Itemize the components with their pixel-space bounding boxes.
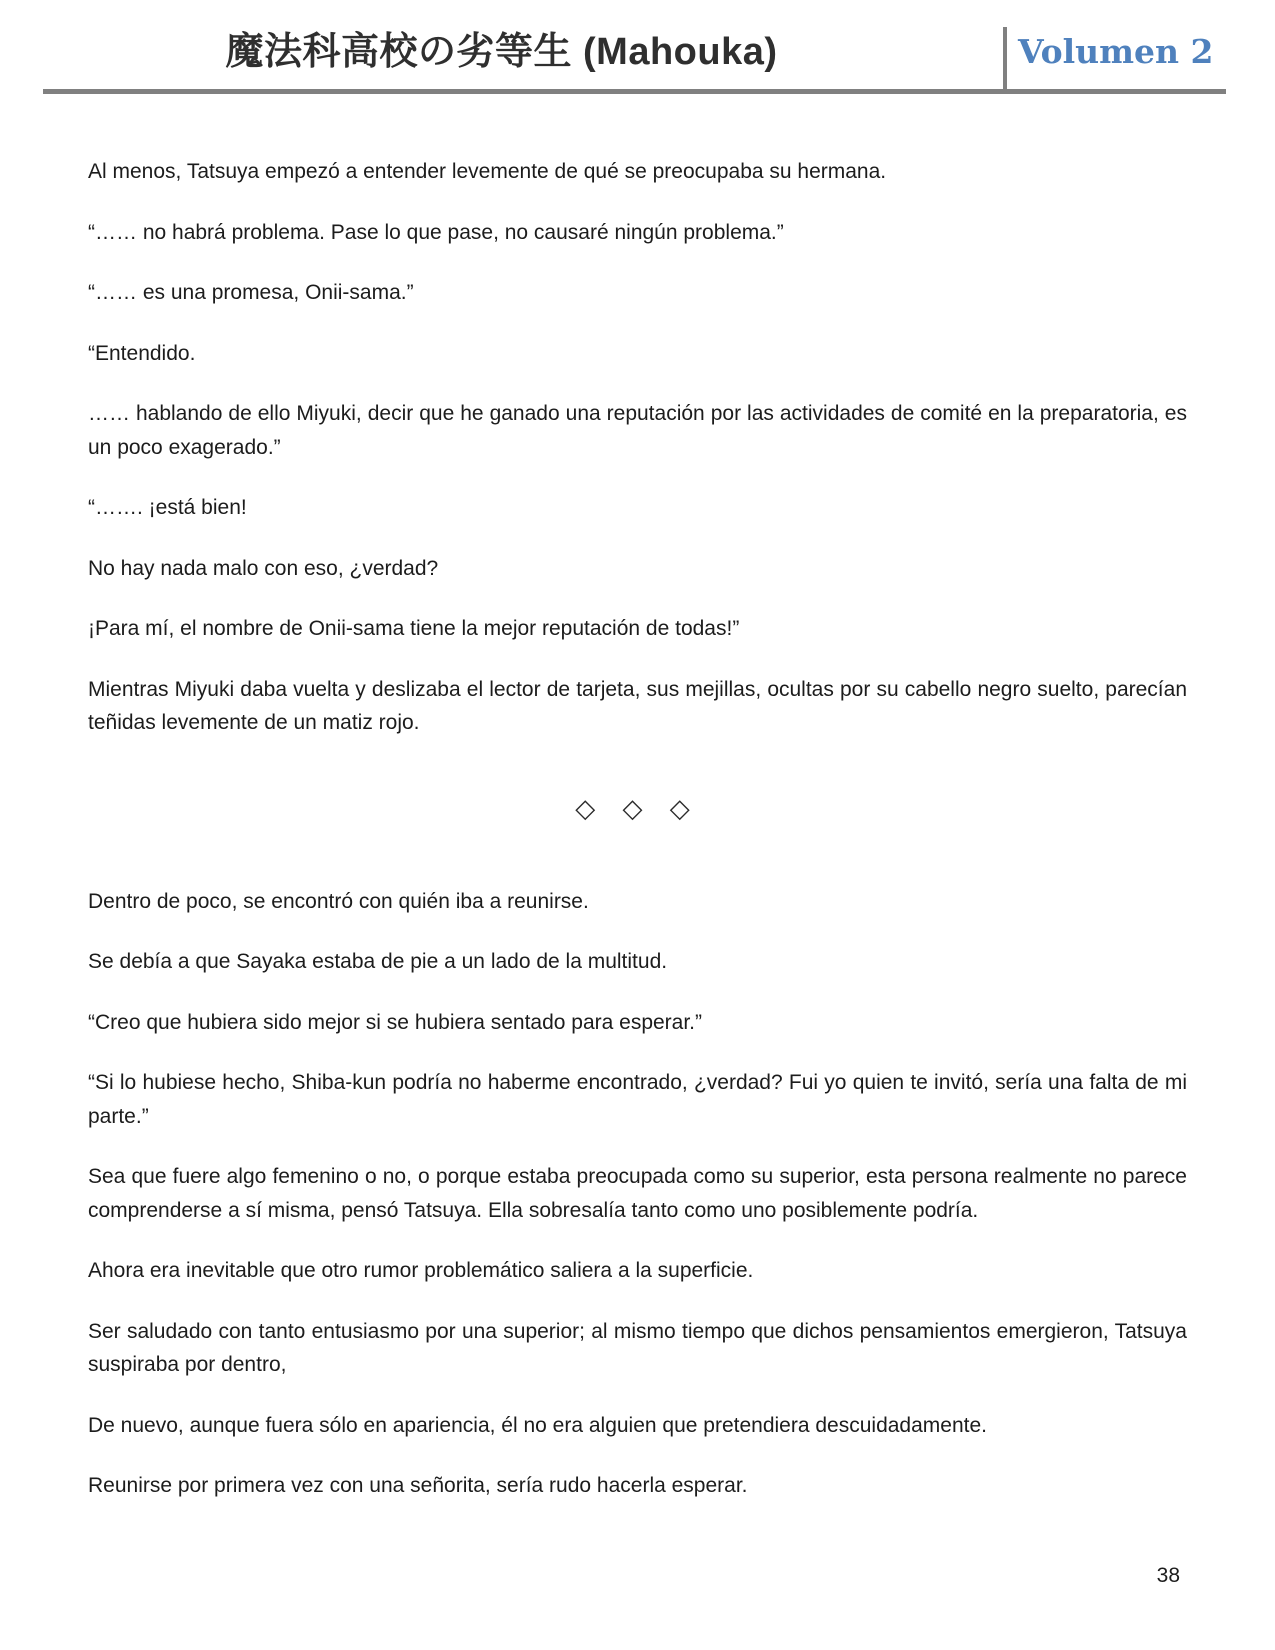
paragraph: Al menos, Tatsuya empezó a entender levemente de qué se preocupaba su hermana.: [88, 160, 887, 183]
paragraph: “…… no habrá problema. Pase lo que pase, no causaré ningún problema.”: [88, 220, 784, 244]
header-vertical-divider: [1003, 27, 1007, 89]
paragraph: Ser saludado con tanto entusiasmo por una superior; al mismo tiempo que dichos pensamientos emergieron, Tatsuya suspiraba por dentro,: [88, 1319, 1187, 1376]
scene-break-diamonds: ◇ ◇ ◇: [575, 792, 700, 823]
volume-label: Volumen 2: [1018, 32, 1214, 71]
paragraph: …… hablando de ello Miyuki, decir que he ganado una reputación por las actividades de comité en la preparatoria, es un poco exagerado.”: [88, 402, 1187, 459]
paragraph: Mientras Miyuki daba vuelta y deslizaba el lector de tarjeta, sus mejillas, ocultas por su cabello negro suelto, parecían teñidas levemente de un matiz rojo.: [88, 677, 1187, 734]
paragraph: De nuevo, aunque fuera sólo en apariencia, él no era alguien que pretendiera descuidadamente.: [88, 1413, 987, 1437]
page-body: [88, 155, 1187, 1530]
paragraph: Dentro de poco, se encontró con quién iba a reunirse.: [88, 889, 589, 913]
page-number: 38: [1156, 1564, 1180, 1587]
paragraph: No hay nada malo con eso, ¿verdad?: [88, 556, 439, 580]
paragraph: Se debía a que Sayaka estaba de pie a un lado de la multitud.: [88, 950, 668, 973]
paragraph: “…… es una promesa, Onii-sama.”: [88, 281, 414, 304]
book-title: 魔法科高校の劣等生 (Mahouka): [225, 31, 778, 73]
paragraph: Ahora era inevitable que otro rumor problemático saliera a la superficie.: [88, 1259, 754, 1282]
paragraph: ¡Para mí, el nombre de Onii-sama tiene la mejor reputación de todas!”: [88, 617, 740, 640]
header-horizontal-rule: [43, 89, 1226, 94]
paragraph: “Entendido.: [88, 341, 196, 365]
paragraph: Sea que fuere algo femenino o no, o porque estaba preocupada como su superior, esta persona realmente no parece comprenderse a sí misma, pensó Tatsuya. Ella sobresalía tanto como uno posiblemente podría.: [88, 1165, 1187, 1222]
paragraph: “……. ¡está bien!: [88, 496, 247, 519]
paragraph: “Si lo hubiese hecho, Shiba-kun podría no haberme encontrado, ¿verdad? Fui yo quien te invitó, sería una falta de mi parte.”: [88, 1071, 1187, 1128]
paragraph: Reunirse por primera vez con una señorita, sería rudo hacerla esperar.: [88, 1474, 748, 1497]
page-header: [0, 0, 1275, 94]
paragraph: “Creo que hubiera sido mejor si se hubiera sentado para esperar.”: [88, 1010, 703, 1034]
